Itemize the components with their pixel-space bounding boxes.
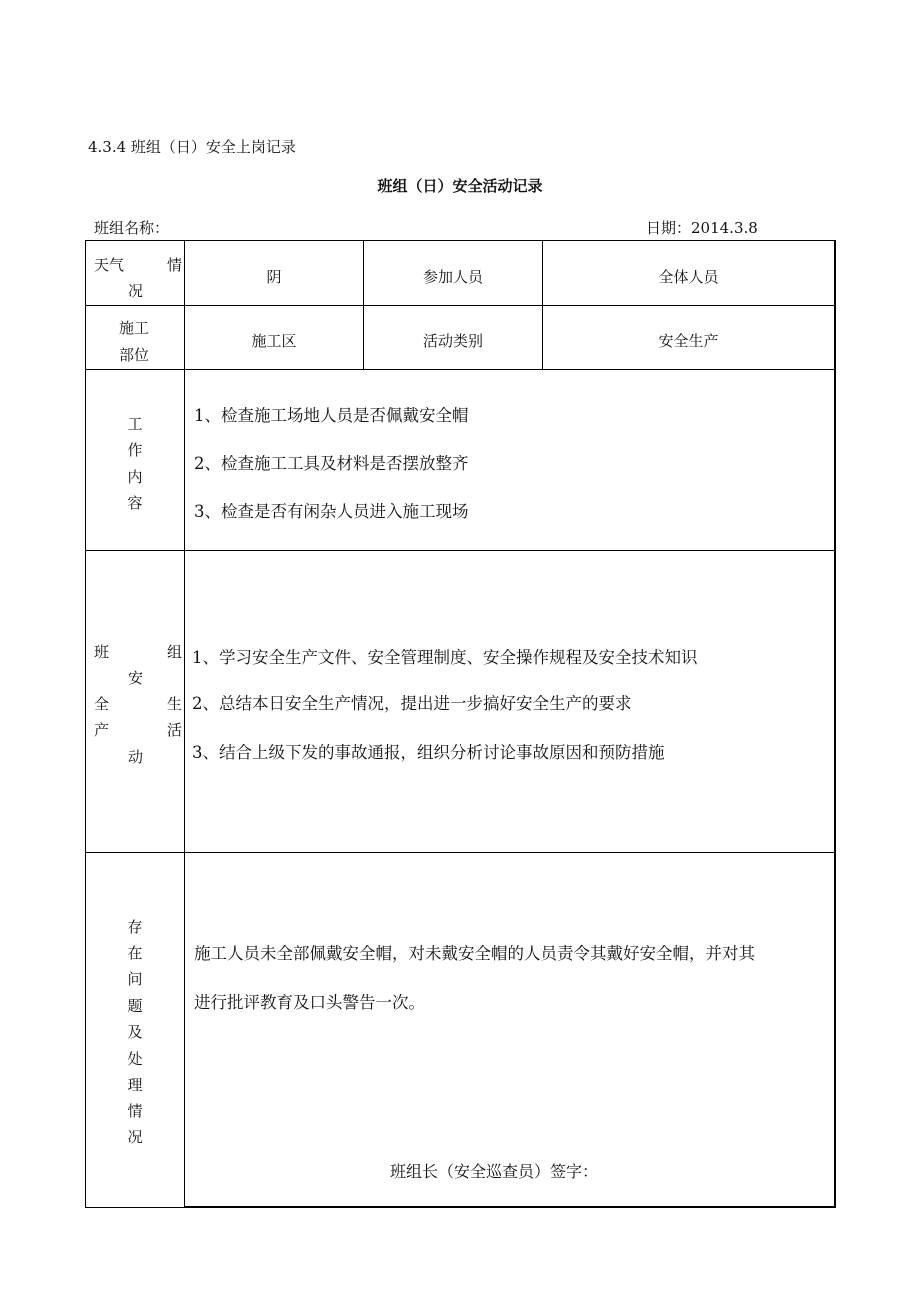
weather-label-part-a: 天气 (94, 256, 125, 274)
safety-label-char: 产 (94, 721, 110, 739)
document-title: 班组（日）安全活动记录 (377, 177, 543, 195)
safety-label-char: 班 (94, 643, 110, 661)
safety-item: 1、学习安全生产文件、安全管理制度、安全操作规程及安全技术知识 (192, 648, 698, 667)
work-item: 2、检查施工工具及材料是否摆放整齐 (194, 454, 469, 473)
work-item: 1、检查施工场地人员是否佩戴安全帽 (194, 406, 469, 425)
issues-label-char: 处 (127, 1050, 143, 1068)
weather-value: 阴 (266, 268, 282, 286)
date-label: 日期：2014.3.8 (646, 219, 758, 237)
issues-label-char: 存 (127, 918, 143, 936)
issues-text-line-2: 进行批评教育及口头警告一次。 (194, 993, 425, 1012)
issues-label-char: 理 (127, 1076, 143, 1094)
participants-value: 全体人员 (658, 268, 719, 286)
team-name-label: 班组名称： (94, 219, 170, 237)
safety-label-char: 活 (167, 721, 183, 739)
work-label-char: 工 (127, 415, 143, 433)
row-divider-4 (85, 852, 835, 853)
location-value: 施工区 (251, 332, 297, 350)
section-heading: 4.3.4 班组（日）安全上岗记录 (88, 138, 296, 156)
work-label-char: 作 (127, 441, 143, 459)
safety-item: 3、结合上级下发的事故通报，组织分析讨论事故原因和预防措施 (192, 743, 665, 762)
issues-label-char: 况 (127, 1128, 143, 1146)
participants-label: 参加人员 (422, 268, 483, 286)
table-right-edge (834, 240, 836, 1208)
safety-label-char: 全 (94, 695, 110, 713)
issues-label-char: 情 (127, 1102, 143, 1120)
row-divider-3 (85, 550, 835, 551)
issues-text-line-1: 施工人员未全部佩戴安全帽，对未戴安全帽的人员责令其戴好安全帽，并对其 (194, 944, 755, 963)
work-item: 3、检查是否有闲杂人员进入施工现场 (194, 502, 469, 521)
row-divider-1 (85, 305, 835, 306)
location-label-part-a: 施工 (119, 319, 150, 337)
safety-label-char: 生 (167, 695, 183, 713)
safety-label-char: 安 (128, 669, 144, 687)
safety-label-char: 组 (167, 643, 183, 661)
signature-label: 班组长（安全巡查员）签字： (390, 1162, 599, 1181)
issues-label-char: 题 (127, 997, 143, 1015)
weather-label-part-b: 情 (167, 256, 183, 274)
table-bottom-edge (185, 1206, 835, 1208)
activity-type-label: 活动类别 (422, 332, 483, 350)
issues-label-char: 在 (127, 944, 143, 962)
work-label-char: 内 (127, 468, 143, 486)
issues-label-char: 问 (127, 970, 143, 988)
work-label-char: 容 (127, 494, 143, 512)
safety-item: 2、总结本日安全生产情况，提出进一步搞好安全生产的要求 (192, 694, 632, 713)
row-divider-2 (85, 369, 835, 370)
issues-label-char: 及 (127, 1023, 143, 1041)
label-column-divider (184, 240, 185, 1208)
table-border (85, 240, 835, 1208)
activity-type-value: 安全生产 (658, 332, 719, 350)
safety-label-char: 动 (128, 748, 144, 766)
location-label-part-b: 部位 (119, 346, 150, 364)
weather-label-part-c: 况 (128, 282, 144, 300)
